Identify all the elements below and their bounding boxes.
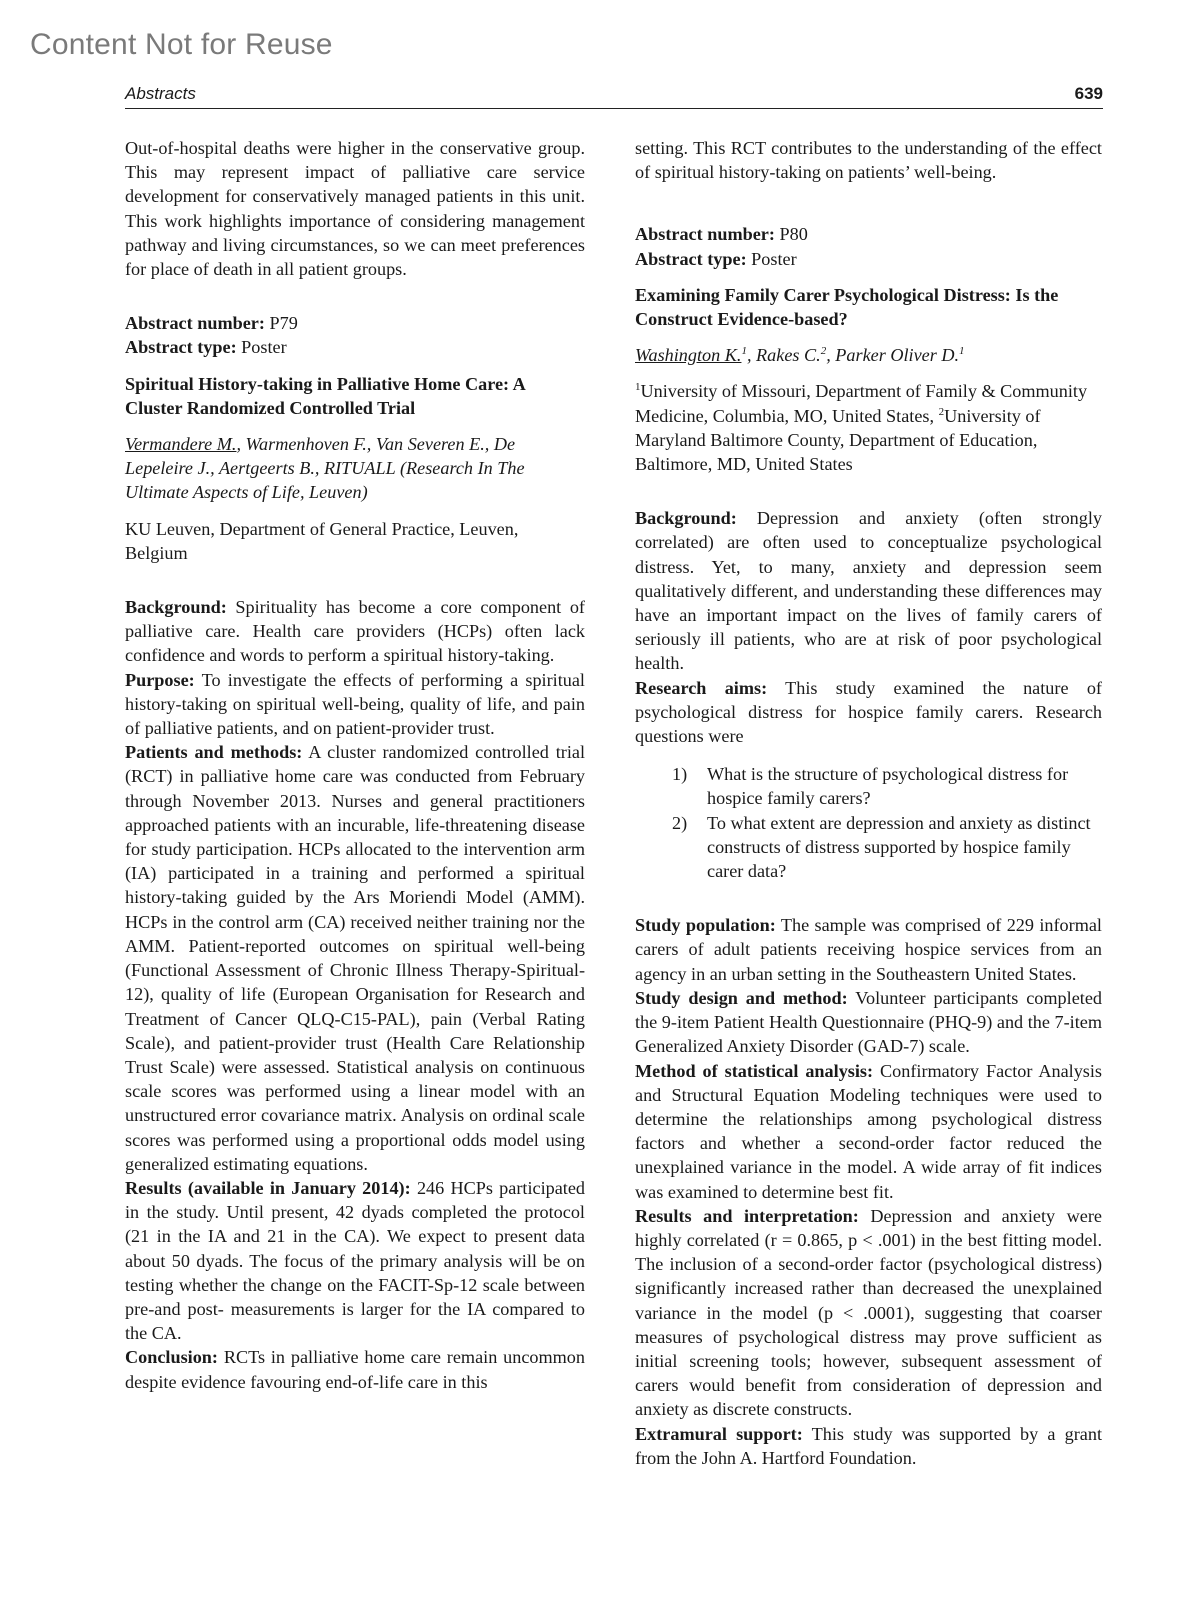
- other-authors: , Warmenhoven F., Van Severen E., De Lepeleire J., Aertgeerts B., RITUALL (Research In The Ultimate Aspects of Life, Leuven): [125, 434, 525, 503]
- support-p80: [635, 1422, 1102, 1470]
- support-label: Extramural support:: [635, 1423, 803, 1444]
- purpose-label: Purpose:: [125, 669, 195, 690]
- author-list-p80: [635, 343, 1102, 367]
- abstract-type-value: Poster: [241, 337, 287, 358]
- results-label: Results (available in January 2014):: [125, 1177, 411, 1198]
- abstract-number-label: Abstract number:: [125, 313, 265, 334]
- abstract-type-value: Poster: [751, 248, 797, 269]
- author-list-p79: [125, 432, 585, 505]
- list-text: To what extent are depression and anxiety as distinct constructs of distress supported by hospice family carer data?: [707, 812, 1091, 882]
- population-text: The sample was comprised of 229 informal carers of adult patients receiving hospice services from an agency in an urban setting in the Southeastern United States.: [635, 915, 1102, 984]
- research-questions-list: [635, 762, 1102, 883]
- right-column: [635, 136, 1102, 1470]
- results-text: Depression and anxiety were highly correlated (r = 0.865, p < .001) in the best fitting model. The inclusion of a second-order factor (psychological distress) significantly increased rather than decreased the unexplained variance in the model (p < .0001), suggesting that coarser measures of psychological distress may prove sufficient as initial screening tools; however, subsequent assessment of carers would benefit from consideration of depression and anxiety as discrete constructs.: [635, 1205, 1102, 1420]
- affiliations-p80: [635, 379, 1102, 476]
- background-label: Background:: [125, 597, 227, 618]
- abstract-type-label: Abstract type:: [125, 337, 237, 358]
- first-author: Vermandere M.: [125, 434, 237, 455]
- running-head: [125, 80, 1103, 109]
- design-text: Volunteer participants completed the 9-item Patient Health Questionnaire (PHQ-9) and the 7-item Generalized Anxiety Disorder (GAD-7) scale.: [635, 987, 1102, 1057]
- design-p80: [635, 986, 1102, 1059]
- intro-text: Out-of-hospital deaths were higher in the conservative group. This may represent impact of palliative care service development for conservatively managed patients in this unit. This work highlights importance of considering management pathway and living circumstances, so we can meet preferences for place of death in all patient groups.: [125, 138, 585, 280]
- population-p80: [635, 913, 1102, 986]
- list-number: 1): [672, 764, 688, 785]
- conclusion-p79: [125, 1345, 585, 1393]
- abstract-number-p79: [125, 311, 585, 335]
- results-label: Results and interpretation:: [635, 1205, 859, 1226]
- aims-label: Research aims:: [635, 677, 768, 698]
- watermark: Content Not for Reuse: [30, 28, 333, 61]
- methods-label: Patients and methods:: [125, 742, 303, 763]
- first-author: Washington K.: [635, 345, 742, 366]
- design-label: Study design and method:: [635, 987, 848, 1008]
- author-sup: 2: [820, 345, 827, 358]
- left-column: [125, 136, 585, 1394]
- author-sup: 1: [959, 345, 965, 358]
- aims-p80: [635, 676, 1102, 749]
- methods-p79: [125, 740, 585, 1176]
- author-name: Rakes C.: [756, 345, 821, 366]
- section-title: Abstracts: [125, 84, 196, 103]
- author-separator: ,: [746, 345, 757, 366]
- abstract-number-label: Abstract number:: [635, 224, 775, 245]
- background-p80: [635, 506, 1102, 675]
- affiliation-sup: 2: [938, 405, 945, 418]
- abstract-type-p79: [125, 335, 585, 359]
- results-text: 246 HCPs participated in the study. Until present, 42 dyads completed the protocol (21 in the IA and 21 in the CA). We expect to present data about 50 dyads. The focus of the primary analysis will be on testing whether the change on the FACIT-Sp-12 scale between pre-and post- measurements is larger for the IA compared to the CA.: [125, 1177, 586, 1344]
- results-p80: [635, 1204, 1102, 1422]
- abstract-number-value: P80: [779, 224, 808, 245]
- abstract-title-p80: Examining Family Carer Psychological Distress: Is the Construct Evidence-based?: [635, 284, 1059, 330]
- author-separator: ,: [826, 345, 836, 366]
- background-p79: [125, 595, 585, 668]
- list-item: [672, 811, 1102, 884]
- purpose-p79: [125, 668, 585, 741]
- stat-label: Method of statistical analysis:: [635, 1060, 874, 1081]
- affiliation-text: University of Maryland Baltimore County, Department of Education, Baltimore, MD, United States: [635, 405, 1041, 475]
- stat-text: Confirmatory Factor Analysis and Structural Equation Modeling techniques were used to determine the relationships among psychological distress factors and whether a second-order factor reduced the unexplained variance in the model. A wide array of fit indices was examined to determine best fit.: [635, 1060, 1103, 1202]
- list-item: [672, 762, 1102, 810]
- list-number: 2): [672, 812, 688, 833]
- abstract-type-label: Abstract type:: [635, 248, 747, 269]
- abstract-type-p80: [635, 247, 1102, 271]
- conclusion-label: Conclusion:: [125, 1347, 218, 1368]
- stat-p80: [635, 1059, 1102, 1204]
- purpose-text: To investigate the effects of performing a spiritual history-taking on spiritual well-being, quality of life, and pain of palliative patients, and on patient-provider trust.: [125, 669, 585, 739]
- affiliation-text: University of Missouri, Department of Family & Community Medicine, Columbia, MO, United States,: [635, 381, 1088, 426]
- results-p79: [125, 1176, 585, 1345]
- page-number: 639: [1074, 84, 1103, 103]
- author-sup: 1: [741, 345, 747, 358]
- list-text: What is the structure of psychological distress for hospice family carers?: [707, 764, 1069, 809]
- conclusion-text: RCTs in palliative home care remain uncommon despite evidence favouring end-of-life care in this: [125, 1347, 585, 1392]
- continued-text: setting. This RCT contributes to the understanding of the effect of spiritual history-taking on patients’ well-being.: [635, 138, 1102, 183]
- support-text: This study was supported by a grant from the John A. Hartford Foundation.: [635, 1423, 1103, 1468]
- affiliation-p79: KU Leuven, Department of General Practice, Leuven, Belgium: [125, 518, 519, 563]
- background-text: Depression and anxiety (often strongly correlated) are often used to conceptualize psychological distress. Yet, to many, anxiety and depression seem qualitatively different, and understanding these differences may have an important impact on the lives of family carers of seriously ill patients, who are at risk of poor psychological health.: [635, 508, 1102, 674]
- background-label: Background:: [635, 508, 737, 529]
- population-label: Study population:: [635, 915, 776, 936]
- abstract-number-p80: [635, 222, 1102, 246]
- abstract-number-value: P79: [269, 313, 298, 334]
- background-text: Spirituality has become a core component of palliative care. Health care providers (HCPs) often lack confidence and words to perform a spiritual history-taking.: [125, 597, 585, 666]
- methods-text: A cluster randomized controlled trial (RCT) in palliative home care was conducted from February through November 2013. Nurses and general practitioners approached patients with an incurable, life-threatening disease for study participation. HCPs allocated to the intervention arm (IA) participated in a training and performed a spiritual history-taking guided by the Ars Moriendi Model (AMM). HCPs in the control arm (CA) received neither training nor the AMM. Patient-reported outcomes on spiritual well-being (Functional Assessment of Chronic Illness Therapy-Spiritual-12), quality of life (European Organisation for Research and Treatment of Cancer QLQ-C15-PAL), pain (Verbal Rating Scale), and patient-provider trust (Health Care Relationship Trust Scale) were assessed. Statistical analysis on continuous scale scores was performed using a linear model with an unstructured error covariance matrix. Analysis on ordinal scale scores was performed using a proportional odds model using generalized estimating equations.: [125, 742, 585, 1174]
- author-name: Parker Oliver D.: [835, 345, 960, 366]
- abstract-title-p79: Spiritual History-taking in Palliative Home Care: A Cluster Randomized Controlled Trial: [125, 373, 525, 418]
- affiliation-sup: 1: [635, 381, 641, 394]
- aims-text: This study examined the nature of psychological distress for hospice family carers. Research questions were: [635, 677, 1102, 747]
